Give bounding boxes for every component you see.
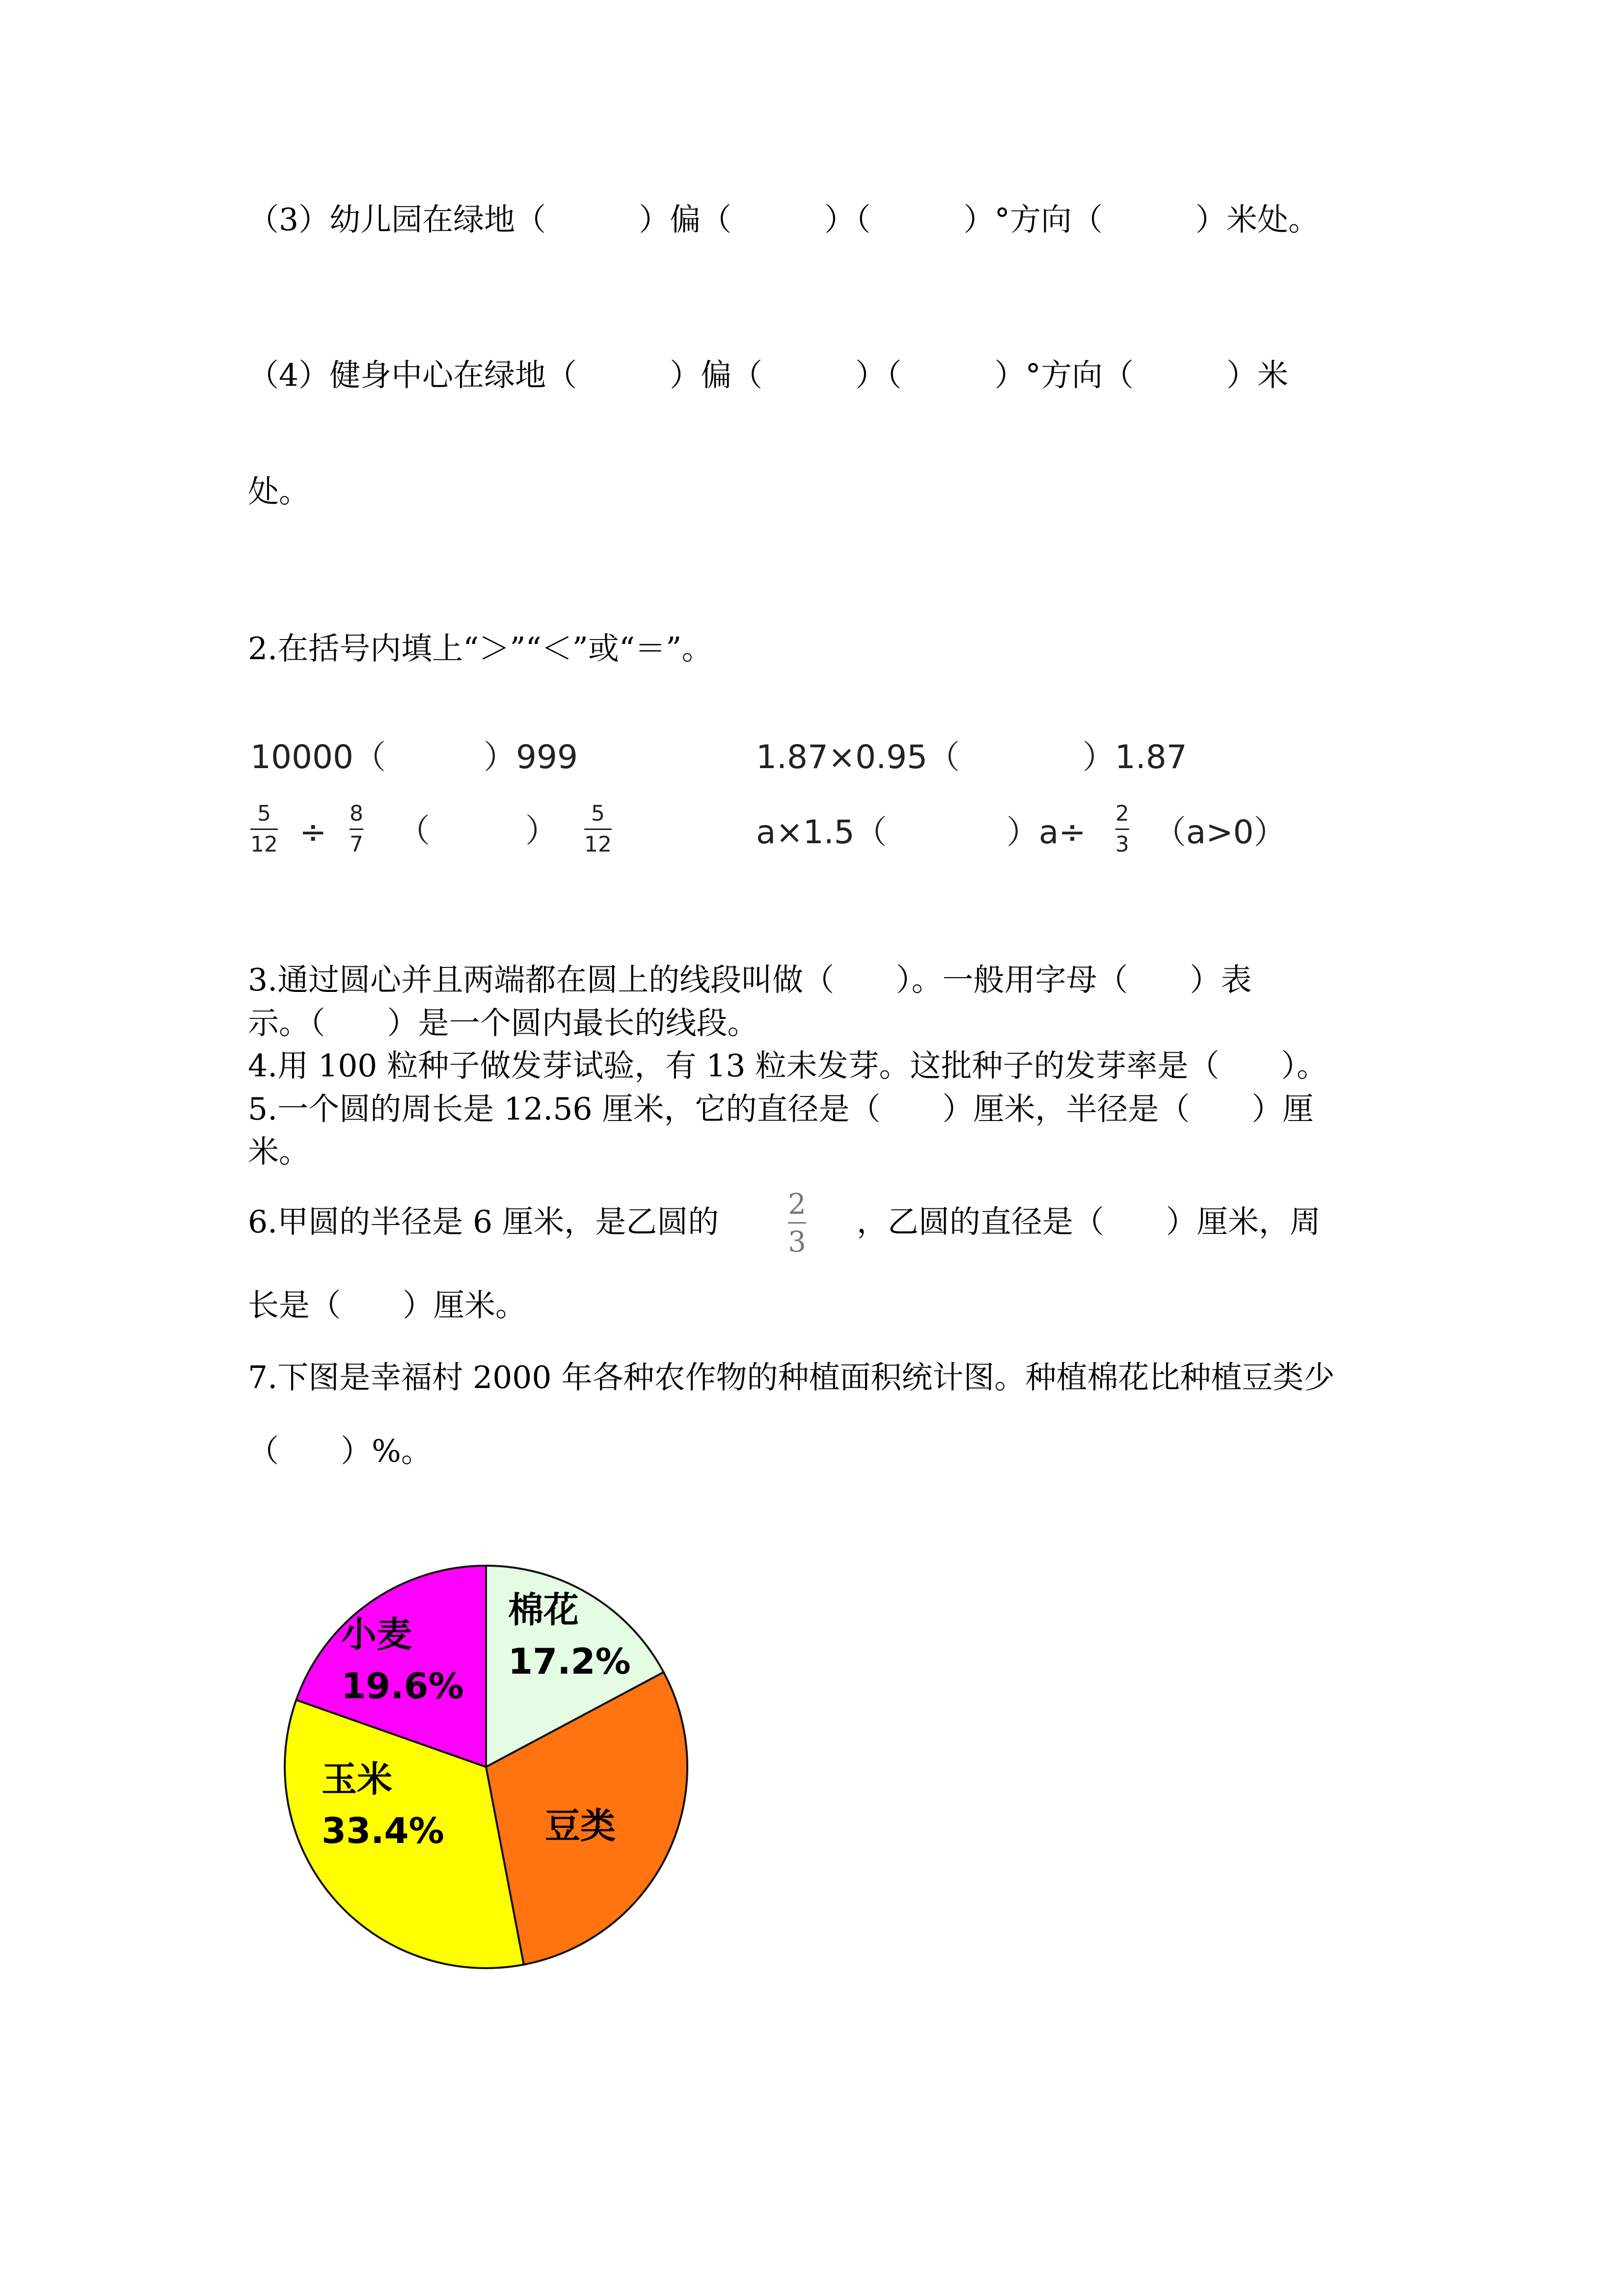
q1-line4-cont: 处。: [248, 474, 310, 509]
q2-c-fraction-2: [350, 803, 363, 855]
numerator: 2: [1115, 801, 1129, 826]
numerator: 5: [257, 801, 271, 826]
q2-c-fraction-1: [250, 803, 278, 855]
q3-line1: 3.通过圆心并且两端都在圆上的线段叫做（ ）。一般用字母（ ）表: [248, 962, 1252, 998]
q2-d-fraction: [1115, 803, 1129, 855]
pie-slice-label: 棉花: [508, 1589, 579, 1630]
denominator: 12: [250, 832, 278, 857]
q2-c-divide: ÷: [299, 813, 327, 851]
fraction-bar: [584, 828, 612, 830]
pie-slice-value: 19.6%: [341, 1665, 464, 1707]
q4-line1: 4.用 100 粒种子做发芽试验，有 13 粒未发芽。这批种子的发芽率是（ ）。: [248, 1048, 1328, 1084]
q6-fraction: [788, 1187, 806, 1258]
denominator: 3: [788, 1225, 806, 1258]
q2-c-fraction-3: [584, 803, 612, 855]
fraction-bar: [350, 828, 363, 830]
q2-c-paren-close: ）: [525, 812, 558, 850]
pie-slice-label: 玉米: [322, 1759, 393, 1800]
q2-a-right: ）999: [484, 738, 578, 776]
fraction-bar: [250, 828, 278, 830]
q6-post: ，乙圆的直径是（ ）厘米，周: [857, 1204, 1321, 1240]
q5-line2: 米。: [248, 1134, 310, 1170]
q5-line1: 5.一个圆的周长是 12.56 厘米，它的直径是（ ）厘米，半径是（ ）厘: [248, 1091, 1314, 1127]
q2-d-condition: （a>0）: [1154, 813, 1286, 851]
q7-line1: 7.下图是幸福村 2000 年各种农作物的种植面积统计图。种植棉花比种植豆类少: [248, 1360, 1335, 1395]
pie-slice-value: 33.4%: [322, 1810, 444, 1851]
denominator: 12: [584, 832, 612, 857]
numerator: 5: [591, 801, 605, 826]
numerator: 8: [350, 801, 363, 826]
q1-line3: （3）幼儿园在绿地（ ）偏（ ）（ ）°方向（ ）米处。: [248, 202, 1320, 238]
denominator: 3: [1115, 832, 1129, 857]
pie-slice-value: 17.2%: [508, 1641, 631, 1682]
q1-line4: （4）健身中心在绿地（ ）偏（ ）（ ）°方向（ ）米: [248, 357, 1289, 393]
denominator: 7: [350, 832, 363, 857]
q6-pre: 6.甲圆的半径是 6 厘米，是乙圆的: [248, 1204, 719, 1240]
q2-c-paren-open: （: [398, 812, 430, 850]
q7-line2: （ ）%。: [248, 1433, 432, 1469]
fraction-bar: [1115, 828, 1129, 830]
pie-slice-label: 豆类: [545, 1805, 616, 1846]
q2-b-left: 1.87×0.95（: [756, 738, 960, 776]
q2-a-left: 10000（: [250, 738, 386, 776]
crop-area-pie-chart: [275, 1556, 697, 1978]
q6-line2: 长是（ ）厘米。: [248, 1287, 526, 1323]
pie-slice-label: 小麦: [341, 1614, 412, 1655]
q2-d-mid: ）a÷: [1006, 813, 1086, 851]
q2-title: 2.在括号内填上“＞”“＜”或“＝”。: [248, 631, 713, 667]
numerator: 2: [788, 1187, 806, 1221]
q2-b-right: ）1.87: [1083, 738, 1187, 776]
q3-line2: 示。（ ）是一个圆内最长的线段。: [248, 1005, 758, 1041]
fraction-bar: [788, 1222, 806, 1224]
q2-d-left: a×1.5（: [756, 813, 887, 851]
